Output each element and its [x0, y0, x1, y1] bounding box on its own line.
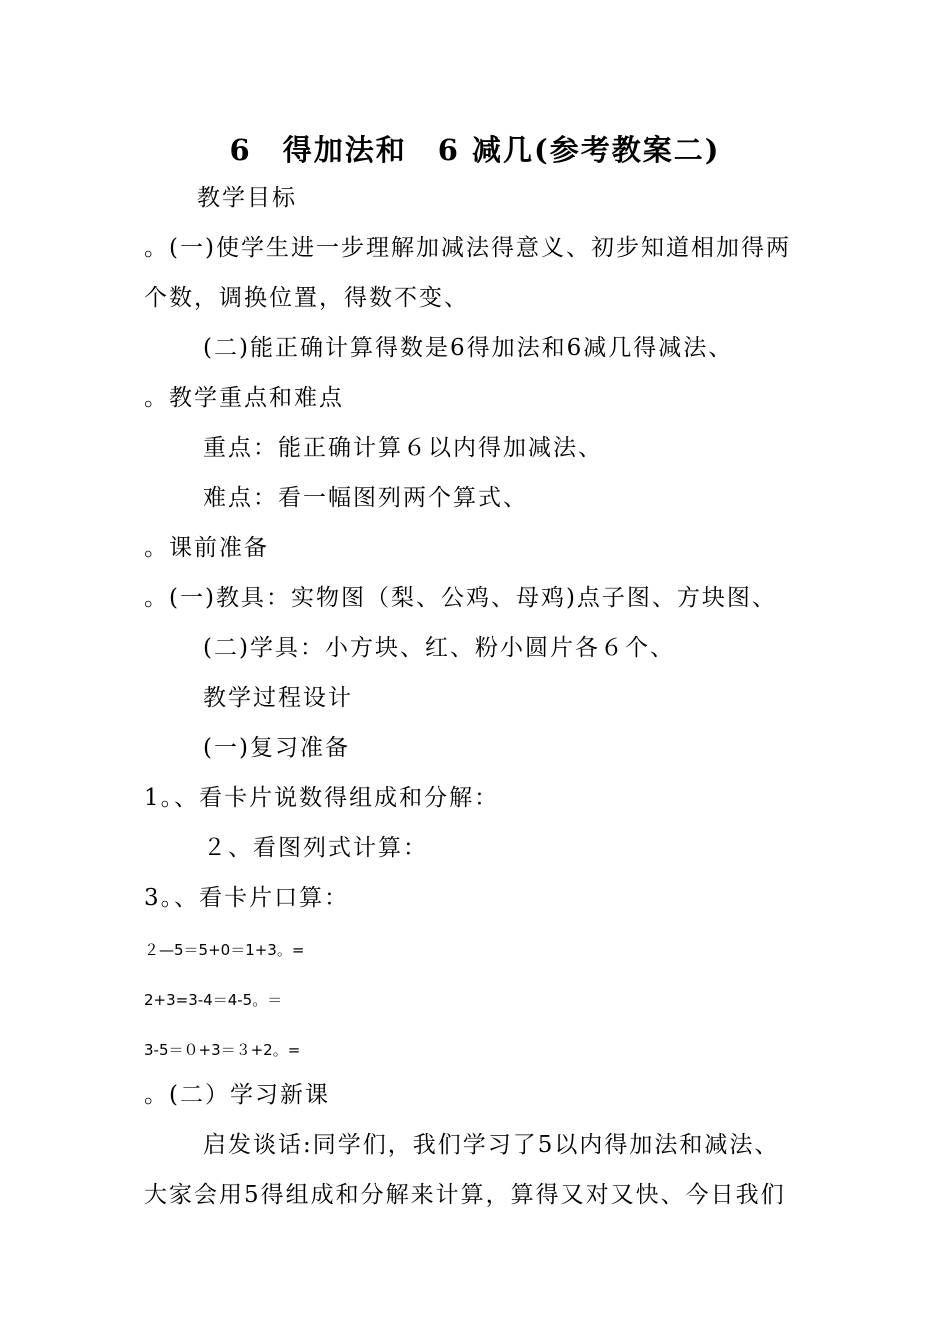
math-line: 3-5＝０+3＝３+2。= [144, 1041, 301, 1059]
paragraph-line: 重点：能正确计算６以内得加减法、 [203, 435, 603, 461]
paragraph-line: ２、看图列式计算： [203, 835, 428, 861]
paragraph-line: 启发谈话:同学们，我们学习了5以内得加法和减法、 [203, 1132, 780, 1158]
paragraph-line: 个数，调换位置，得数不变、 [144, 285, 469, 311]
heading-process-design: 教学过程设计 [203, 685, 353, 711]
math-line: ２—5＝5+0＝1+3。= [144, 941, 305, 959]
heading-teaching-goals: 教学目标 [197, 185, 297, 211]
paragraph-line: (二)学具：小方块、红、粉小圆片各６个、 [203, 635, 675, 661]
paragraph-line: 难点：看一幅图列两个算式、 [203, 485, 528, 511]
paragraph-line: 3。、看卡片口算： [144, 885, 350, 911]
paragraph-line: 。(一)使学生进一步理解加减法得意义、初步知道相加得两 [144, 235, 791, 261]
heading-new-lesson: 。(二）学习新课 [144, 1082, 330, 1108]
heading-key-points: 。教学重点和难点 [144, 385, 344, 411]
paragraph-line: 。(一)教具：实物图（梨、公鸡、母鸡)点子图、方块图、 [144, 585, 777, 611]
paragraph-line: 大家会用5得组成和分解来计算，算得又对又快、今日我们 [144, 1182, 786, 1208]
document-title: 6 得加法和 6 减几(参考教案二) [229, 133, 721, 167]
paragraph-line: (二)能正确计算得数是6得加法和6减几得减法、 [203, 335, 734, 361]
heading-preparation: 。课前准备 [144, 535, 269, 561]
math-line: 2+3=3-4＝4-5。＝ [144, 991, 283, 1009]
paragraph-line: 1。、看卡片说数得组成和分解： [144, 785, 500, 811]
paragraph-line: (一)复习准备 [203, 735, 350, 761]
